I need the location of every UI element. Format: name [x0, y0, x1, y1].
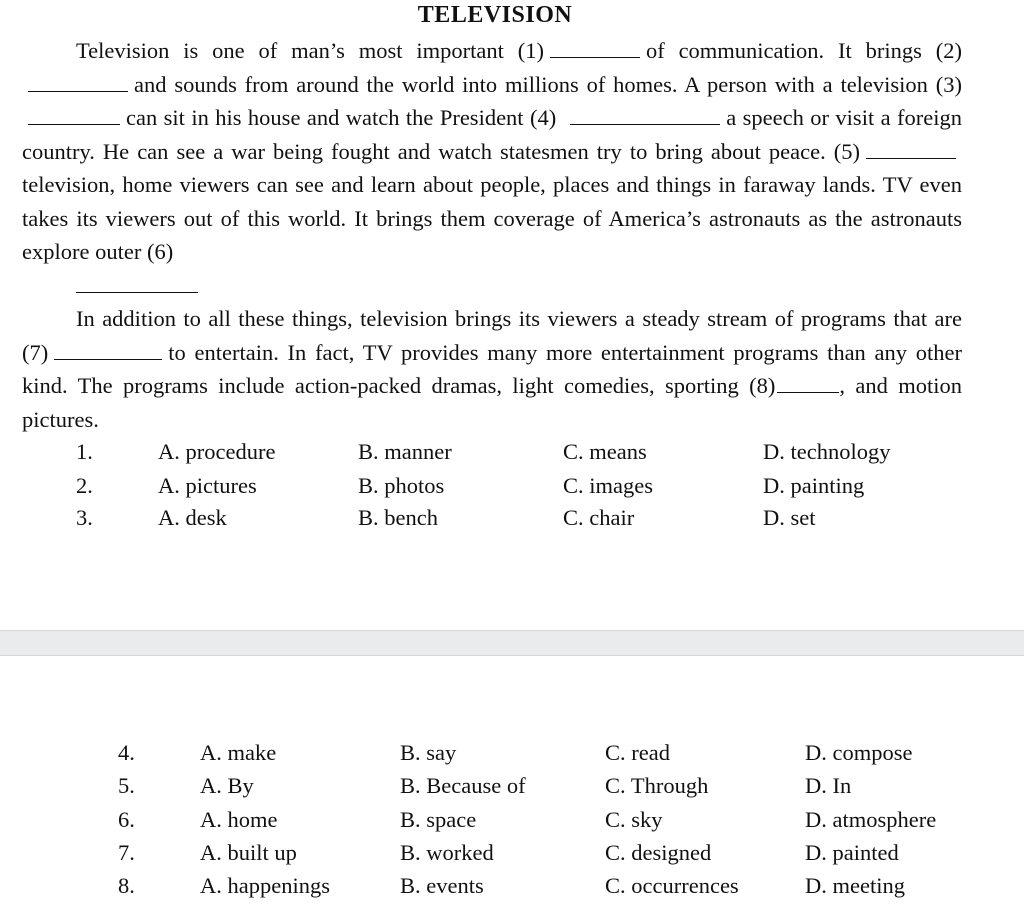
- blank-8: [777, 372, 839, 393]
- option-b: B. Because of: [400, 773, 526, 798]
- option-a: A. By: [200, 773, 254, 798]
- option-a: A. pictures: [158, 473, 257, 498]
- option-b: B. manner: [358, 439, 452, 464]
- option-a: A. make: [200, 740, 277, 765]
- option-d: D. set: [763, 505, 816, 530]
- option-c: C. images: [563, 473, 653, 498]
- passage-paragraph-2: [22, 302, 962, 436]
- option-d: D. technology: [763, 439, 891, 464]
- option-c: C. occurrences: [605, 873, 739, 898]
- paragraph2-sentence-3: , and motion pictures.: [22, 373, 963, 432]
- option-a: A. procedure: [158, 439, 276, 464]
- blank-6-line: [22, 269, 962, 299]
- paragraph2-sentence-1: In addition to all these things, television brings its viewers a steady stream of programs that are (7): [22, 306, 962, 365]
- paragraph1-sentence-4: can sit in his house and watch the President (4): [126, 105, 557, 130]
- option-a: A. happenings: [200, 873, 330, 898]
- paragraph2-sentence-2: to entertain. In fact, TV provides many more entertainment programs than any other kind. The programs include action-packed dramas, light comedies, sporting (8): [22, 339, 962, 398]
- page-break-gap: [0, 630, 1024, 656]
- question-number: 5.: [118, 773, 135, 798]
- option-a: A. desk: [158, 505, 227, 530]
- blank-4: [570, 104, 720, 125]
- option-d: D. painted: [805, 840, 899, 865]
- option-b: B. say: [400, 740, 457, 765]
- option-d: D. atmosphere: [805, 807, 937, 832]
- question-number: 6.: [118, 807, 135, 832]
- option-d: D. In: [805, 773, 852, 798]
- option-b: B. events: [400, 873, 484, 898]
- paragraph1-sentence-2: of communication. It brings (2): [645, 38, 962, 63]
- paragraph1-sentence-1: Television is one of man’s most important (1): [76, 38, 544, 63]
- passage-paragraph-1: [22, 34, 962, 299]
- option-c: C. chair: [563, 505, 635, 530]
- paragraph1-sentence-5: a speech or visit a foreign country. He can see a war being fought and watch statesmen try to bring about peace. (5): [22, 105, 962, 164]
- option-c: C. Through: [605, 773, 709, 798]
- blank-5: [866, 138, 956, 159]
- question-number: 3.: [76, 505, 93, 530]
- option-b: B. space: [400, 807, 477, 832]
- option-d: D. painting: [763, 473, 865, 498]
- option-a: A. home: [200, 807, 278, 832]
- question-number: 4.: [118, 740, 135, 765]
- blank-2: [28, 71, 128, 92]
- option-c: C. read: [605, 740, 670, 765]
- option-c: C. means: [563, 439, 647, 464]
- question-number: 2.: [76, 473, 93, 498]
- paragraph1-sentence-3: and sounds from around the world into millions of homes. A person with a television (3): [134, 71, 962, 97]
- blank-7: [54, 339, 162, 360]
- option-c: C. designed: [605, 840, 712, 865]
- option-a: A. built up: [200, 840, 297, 865]
- page-title: TELEVISION: [417, 2, 573, 28]
- option-d: D. compose: [805, 740, 913, 765]
- blank-1: [550, 37, 640, 58]
- blank-3: [28, 104, 120, 125]
- blank-6: [76, 272, 198, 293]
- option-b: B. worked: [400, 840, 494, 865]
- document-page-2: [0, 656, 1024, 909]
- option-c: C. sky: [605, 807, 663, 832]
- question-number: 1.: [76, 439, 93, 464]
- option-b: B. bench: [358, 505, 438, 530]
- option-d: D. meeting: [805, 873, 905, 898]
- paragraph1-sentence-6: television, home viewers can see and learn about people, places and things in faraway lands. TV even takes its viewers out of this world. It brings them coverage of America’s astronauts as the astronauts explore outer (6): [22, 172, 962, 264]
- question-number: 8.: [118, 873, 135, 898]
- question-number: 7.: [118, 840, 135, 865]
- option-b: B. photos: [358, 473, 445, 498]
